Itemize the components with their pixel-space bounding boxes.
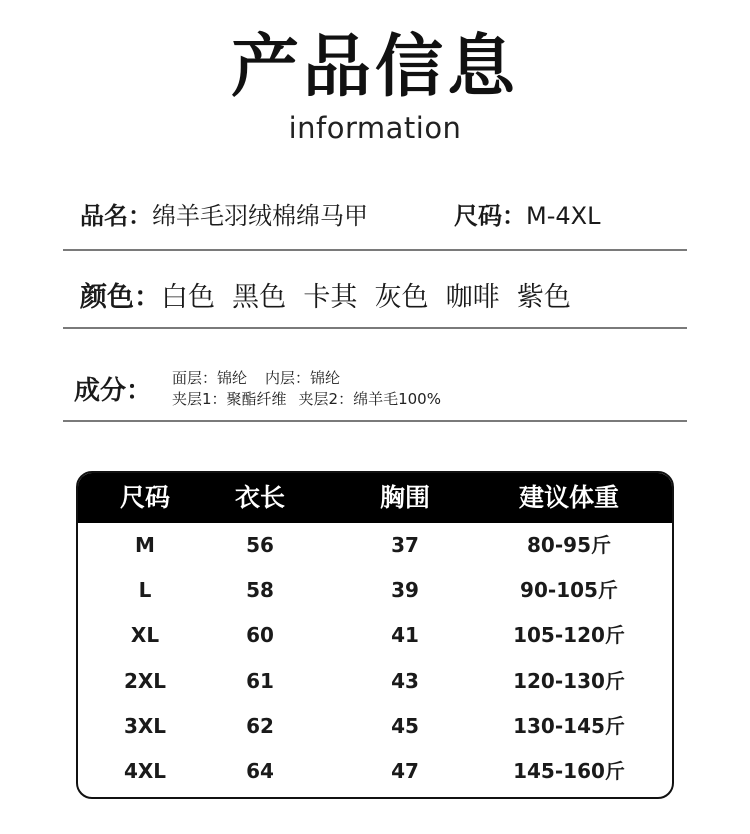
cell-length: 64 <box>246 759 274 783</box>
table-row <box>78 523 672 568</box>
page-title: 产品信息 <box>230 28 519 107</box>
size-range-value: M-4XL <box>526 202 601 230</box>
divider <box>63 327 687 329</box>
color-value: 白色 黑色 卡其 灰色 咖啡 紫色 <box>161 282 571 313</box>
cell-length: 61 <box>246 669 274 693</box>
product-name-row <box>80 198 601 234</box>
composition-line-1 <box>172 368 340 388</box>
cell-chest: 37 <box>391 533 419 557</box>
size-range-group <box>454 198 600 234</box>
size-table-header <box>78 473 672 523</box>
cell-size: 3XL <box>123 714 167 738</box>
header-chest: 胸围 <box>379 483 431 512</box>
header-weight: 建议体重 <box>518 483 620 512</box>
size-table <box>76 471 674 799</box>
cell-length: 62 <box>246 714 274 738</box>
cell-weight: 130-145斤 <box>513 714 625 738</box>
cell-weight: 145-160斤 <box>513 759 625 783</box>
table-row <box>78 704 672 749</box>
table-row <box>78 613 672 658</box>
header-size: 尺码 <box>119 483 171 512</box>
interlayer-2-text: 夹层2：绵羊毛100% <box>298 390 441 408</box>
color-label: 颜色： <box>80 282 161 313</box>
cell-size: 2XL <box>123 669 167 693</box>
divider <box>63 420 687 422</box>
cell-chest: 43 <box>391 669 419 693</box>
cell-size: M <box>135 533 155 557</box>
cell-size: XL <box>130 623 160 647</box>
cell-size: L <box>138 578 152 602</box>
cell-length: 58 <box>246 578 274 602</box>
cell-weight: 80-95斤 <box>527 533 611 557</box>
composition-label: 成分： <box>74 376 153 406</box>
interlayer-1-text: 夹层1：聚酯纤维 <box>172 390 287 408</box>
size-range-label: 尺码： <box>454 202 526 230</box>
color-row <box>80 279 571 317</box>
cell-length: 56 <box>246 533 274 557</box>
header-length: 衣长 <box>234 483 286 512</box>
product-name-label: 品名： <box>80 202 152 230</box>
cell-weight: 105-120斤 <box>513 623 625 647</box>
table-row <box>78 568 672 613</box>
page-subtitle: information <box>288 111 462 145</box>
cell-weight: 120-130斤 <box>513 669 625 693</box>
outer-layer-text: 面层：锦纶 <box>172 369 248 387</box>
cell-chest: 41 <box>391 623 419 647</box>
inner-layer-text: 内层：锦纶 <box>265 369 341 387</box>
cell-chest: 45 <box>391 714 419 738</box>
cell-length: 60 <box>246 623 274 647</box>
table-row <box>78 659 672 704</box>
cell-chest: 39 <box>391 578 419 602</box>
cell-chest: 47 <box>391 759 419 783</box>
divider <box>63 249 687 251</box>
table-row <box>78 749 672 794</box>
composition-line-2 <box>172 389 441 409</box>
cell-weight: 90-105斤 <box>520 578 618 602</box>
cell-size: 4XL <box>123 759 167 783</box>
product-name-value: 绵羊毛羽绒棉绵马甲 <box>152 202 368 230</box>
